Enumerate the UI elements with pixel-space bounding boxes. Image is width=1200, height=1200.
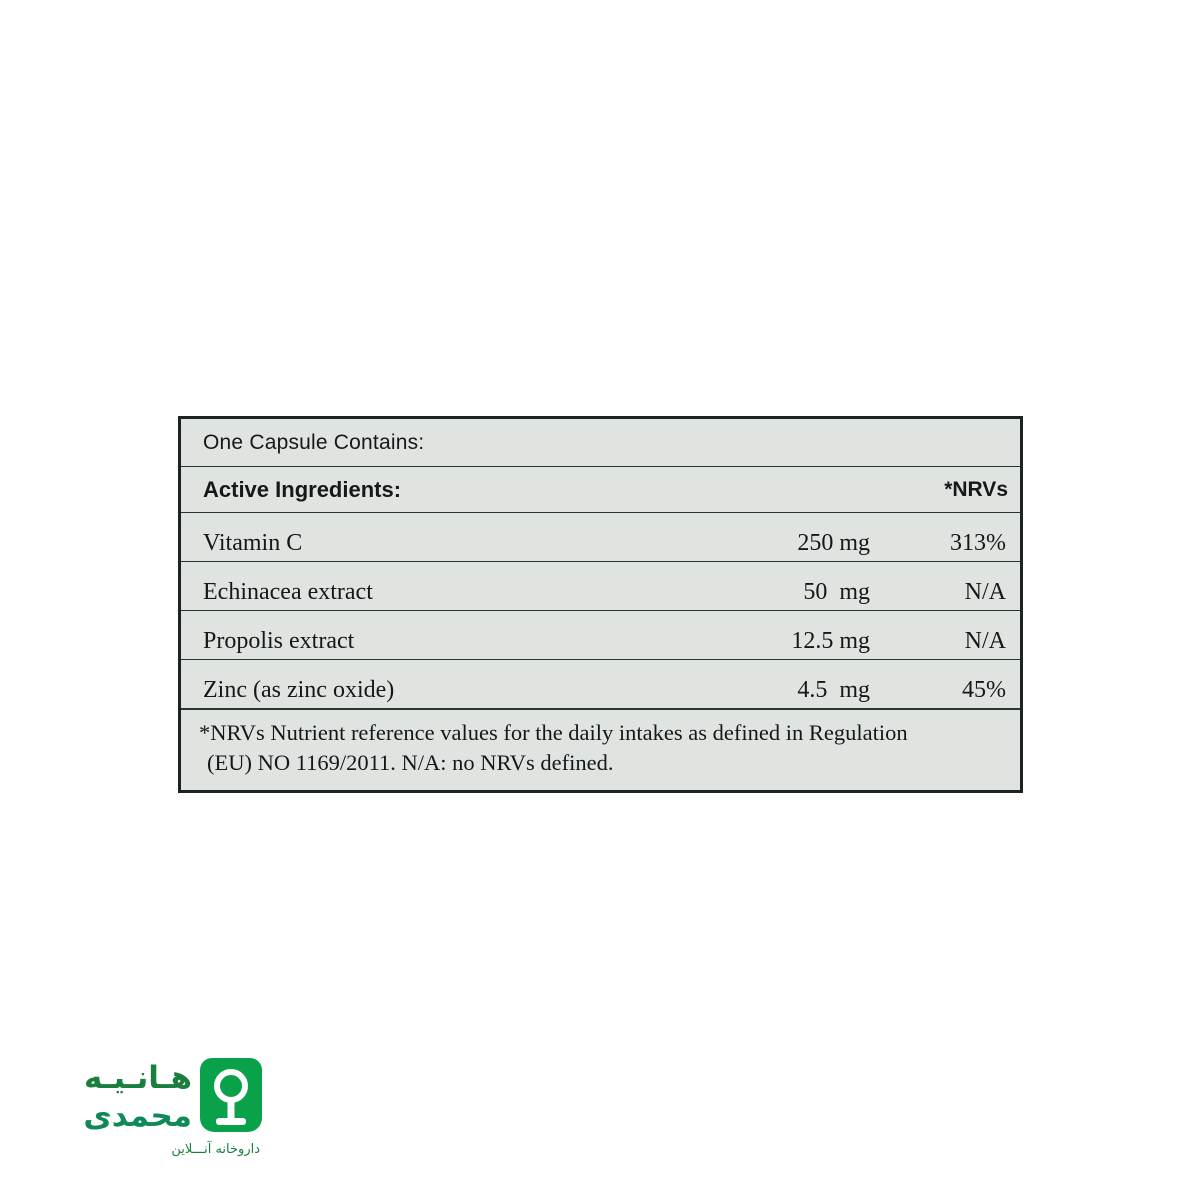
table-row bbox=[181, 513, 1020, 562]
ingredient-name: Echinacea extract bbox=[203, 579, 373, 605]
mortar-base-shape bbox=[216, 1118, 246, 1125]
ingredient-nrv: 313% bbox=[950, 530, 1006, 556]
ingredient-amount: 12.5 mg bbox=[791, 628, 870, 654]
ingredient-nrv: 45% bbox=[962, 677, 1006, 703]
table-row bbox=[181, 562, 1020, 611]
column-header-active-ingredients: Active Ingredients: bbox=[203, 476, 402, 502]
ingredient-amount: 4.5 mg bbox=[797, 677, 870, 703]
mortar-and-pestle-icon bbox=[200, 1058, 262, 1132]
ingredient-amount: 250 mg bbox=[797, 530, 870, 556]
nrv-footnote bbox=[181, 709, 1020, 790]
ingredient-name: Zinc (as zinc oxide) bbox=[203, 677, 395, 703]
ingredient-nrv: N/A bbox=[964, 628, 1006, 654]
pharmacy-logo bbox=[52, 1058, 262, 1166]
footnote-line-2: (EU) NO 1169/2011. N/A: no NRVs defined. bbox=[207, 749, 614, 775]
panel-column-header-row bbox=[181, 467, 1020, 513]
logo-name-line-2: محمدی bbox=[83, 1098, 192, 1134]
panel-intro-row bbox=[181, 419, 1020, 467]
footnote-line-1: *NRVs Nutrient reference values for the daily intakes as defined in Regulation bbox=[199, 720, 908, 745]
table-row bbox=[181, 611, 1020, 660]
ingredient-nrv: N/A bbox=[964, 579, 1006, 605]
logo-tagline: داروخانه آنـــلاین bbox=[171, 1142, 260, 1157]
supplement-facts-panel bbox=[178, 416, 1023, 793]
column-header-nrvs: *NRVs bbox=[944, 477, 1008, 501]
ingredient-amount: 50 mg bbox=[803, 579, 870, 605]
ingredient-name: Vitamin C bbox=[203, 530, 303, 556]
table-row bbox=[181, 660, 1020, 709]
ingredient-name: Propolis extract bbox=[203, 628, 355, 654]
panel-intro-label: One Capsule Contains: bbox=[203, 430, 425, 454]
logo-name-line-1: هـانـیـه bbox=[83, 1060, 192, 1096]
